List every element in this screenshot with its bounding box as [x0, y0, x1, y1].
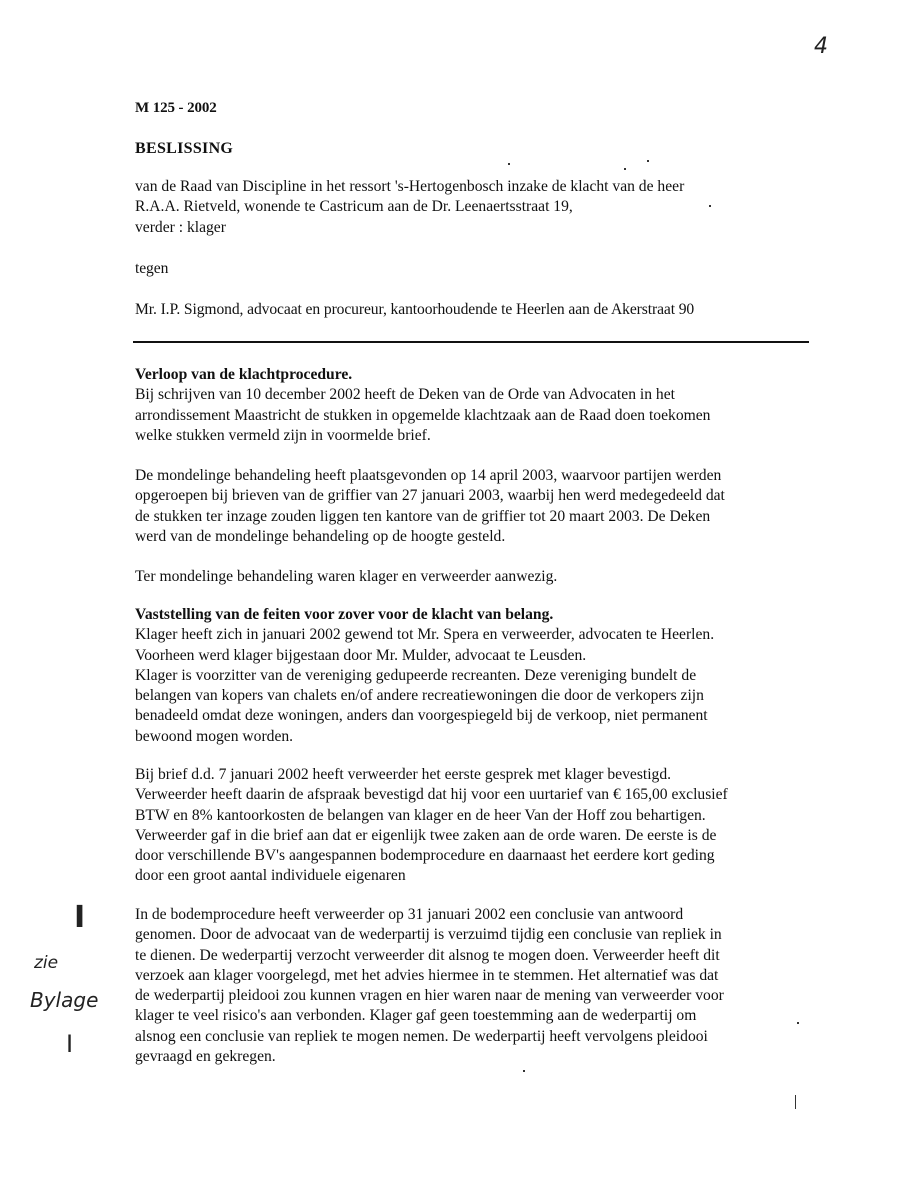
paragraph-line: door een groot aantal individuele eigenaren: [135, 867, 406, 885]
paragraph-line: bewoond mogen worden.: [135, 727, 294, 745]
paragraph-line: Bij schrijven van 10 december 2002 heeft de Deken van de Orde van Advocaten in het: [135, 386, 675, 404]
paragraph-line: Verweerder heeft daarin de afspraak bevestigd dat hij voor een uurtarief van € 165,00 exclusief: [135, 786, 728, 804]
paragraph-line: arrondissement Maastricht de stukken in opgemelde klachtzaak aan de Raad doen toekomen: [135, 406, 711, 424]
paragraph-line: De mondelinge behandeling heeft plaatsgevonden op 14 april 2003, waarvoor partijen werden: [135, 467, 722, 484]
paragraph-hearing: [135, 466, 815, 547]
section-heading: Verloop van de klachtprocedure.: [135, 366, 353, 383]
paragraph-letter: [135, 765, 815, 887]
paragraph-attendance: [135, 567, 815, 587]
document-title: BESLISSING: [135, 140, 234, 157]
page-number: 4: [814, 34, 828, 59]
paragraph-line: In de bodemprocedure heeft verweerder op 31 januari 2002 een conclusie van antwoord: [135, 906, 684, 923]
paragraph-line: benadeeld omdat deze woningen, anders dan voorgespiegeld bij de verkoop, niet permanent: [135, 707, 708, 725]
case-number: M 125 - 2002: [135, 100, 217, 116]
paragraph-line: door verschillende BV's aangespannen bodemprocedure en daarnaast het eerdere kort geding: [135, 847, 715, 865]
margin-mark-top: I: [74, 900, 86, 935]
scan-speck: [709, 205, 711, 207]
paragraph-line: alsnog een conclusie van repliek te mogen nemen. De wederpartij heeft vervolgens pleidooi: [135, 1027, 708, 1045]
paragraph-line: Voorheen werd klager bijgestaan door Mr. Mulder, advocaat te Leusden.: [135, 646, 587, 664]
intro-line: van de Raad van Discipline in het ressort 's-Hertogenbosch inzake de klacht van de heer: [135, 178, 685, 195]
paragraph-line: de wederpartij pleidooi zou kunnen vragen en hier waren naar de mening van verweerder voor: [135, 987, 724, 1005]
paragraph-line: Klager is voorzitter van de vereniging gedupeerde recreanten. Deze vereniging bundelt de: [135, 666, 697, 684]
paragraph-line: Verweerder gaf in die brief aan dat er eigenlijk twee zaken aan de orde waren. De eerste is de: [135, 826, 717, 844]
paragraph-line: verzoek aan klager voorgelegd, met het advies hiermee in te stemmen. Het alternatief was dat: [135, 966, 719, 984]
paragraph-line: genomen. Door de advocaat van de wederpartij is verzuimd tijdig een conclusie van repliek in: [135, 926, 722, 944]
scan-speck: [508, 163, 510, 165]
respondent-line: Mr. I.P. Sigmond, advocaat en procureur, kantoorhoudende te Heerlen aan de Akerstraat 90: [135, 301, 695, 318]
paragraph-line: Ter mondelinge behandeling waren klager en verweerder aanwezig.: [135, 568, 558, 585]
margin-note-bylage: Bylage: [30, 988, 99, 1012]
parties-intro: [135, 177, 815, 238]
scan-speck: [647, 160, 649, 162]
margin-note-zie: zie: [34, 953, 59, 973]
intro-line: verder : klager: [135, 218, 226, 236]
paragraph-line: de stukken ter inzage zouden liggen ten kantore van de griffier tot 20 maart 2003. De Deken: [135, 507, 711, 525]
paragraph-line: Klager heeft zich in januari 2002 gewend tot Mr. Spera en verweerder, advocaten te Heerlen.: [135, 626, 715, 644]
paragraph-line: belangen van kopers van chalets en/of andere recreatiewoningen die door de verkopers zijn: [135, 687, 704, 705]
paragraph-line: te dienen. De wederpartij verzocht verweerder dit alsnog te mogen doen. Verweerder heeft dit: [135, 946, 720, 964]
scan-speck: [624, 168, 626, 170]
paragraph-line: opgeroepen bij brieven van de griffier van 27 januari 2003, waarbij hen werd medegedeeld dat: [135, 487, 725, 505]
margin-mark-bottom: I: [66, 1030, 74, 1058]
section-facts: [135, 605, 815, 747]
paragraph-line: Bij brief d.d. 7 januari 2002 heeft verweerder het eerste gesprek met klager bevestigd.: [135, 766, 672, 783]
paragraph-line: gevraagd en gekregen.: [135, 1048, 276, 1066]
paragraph-line: welke stukken vermeld zijn in voormelde brief.: [135, 426, 431, 444]
against-label: tegen: [135, 260, 169, 277]
section-heading: Vaststelling van de feiten voor zover voor de klacht van belang.: [135, 606, 554, 623]
section-procedure: [135, 365, 815, 446]
section-divider: [133, 341, 809, 343]
scan-speck: [797, 1022, 799, 1024]
scan-speck: [523, 1070, 525, 1072]
scan-speck: [795, 1095, 796, 1109]
paragraph-line: werd van de mondelinge behandeling op de hoogte gesteld.: [135, 527, 506, 545]
paragraph-bodemprocedure: [135, 905, 815, 1067]
paragraph-line: klager te veel risico's aan verbonden. Klager gaf geen toestemming aan de wederpartij om: [135, 1007, 697, 1025]
paragraph-line: BTW en 8% kantoorkosten de belangen van klager en de heer Van der Hoff zou behartigen.: [135, 806, 706, 824]
intro-line: R.A.A. Rietveld, wonende te Castricum aan de Dr. Leenaertsstraat 19,: [135, 198, 573, 216]
